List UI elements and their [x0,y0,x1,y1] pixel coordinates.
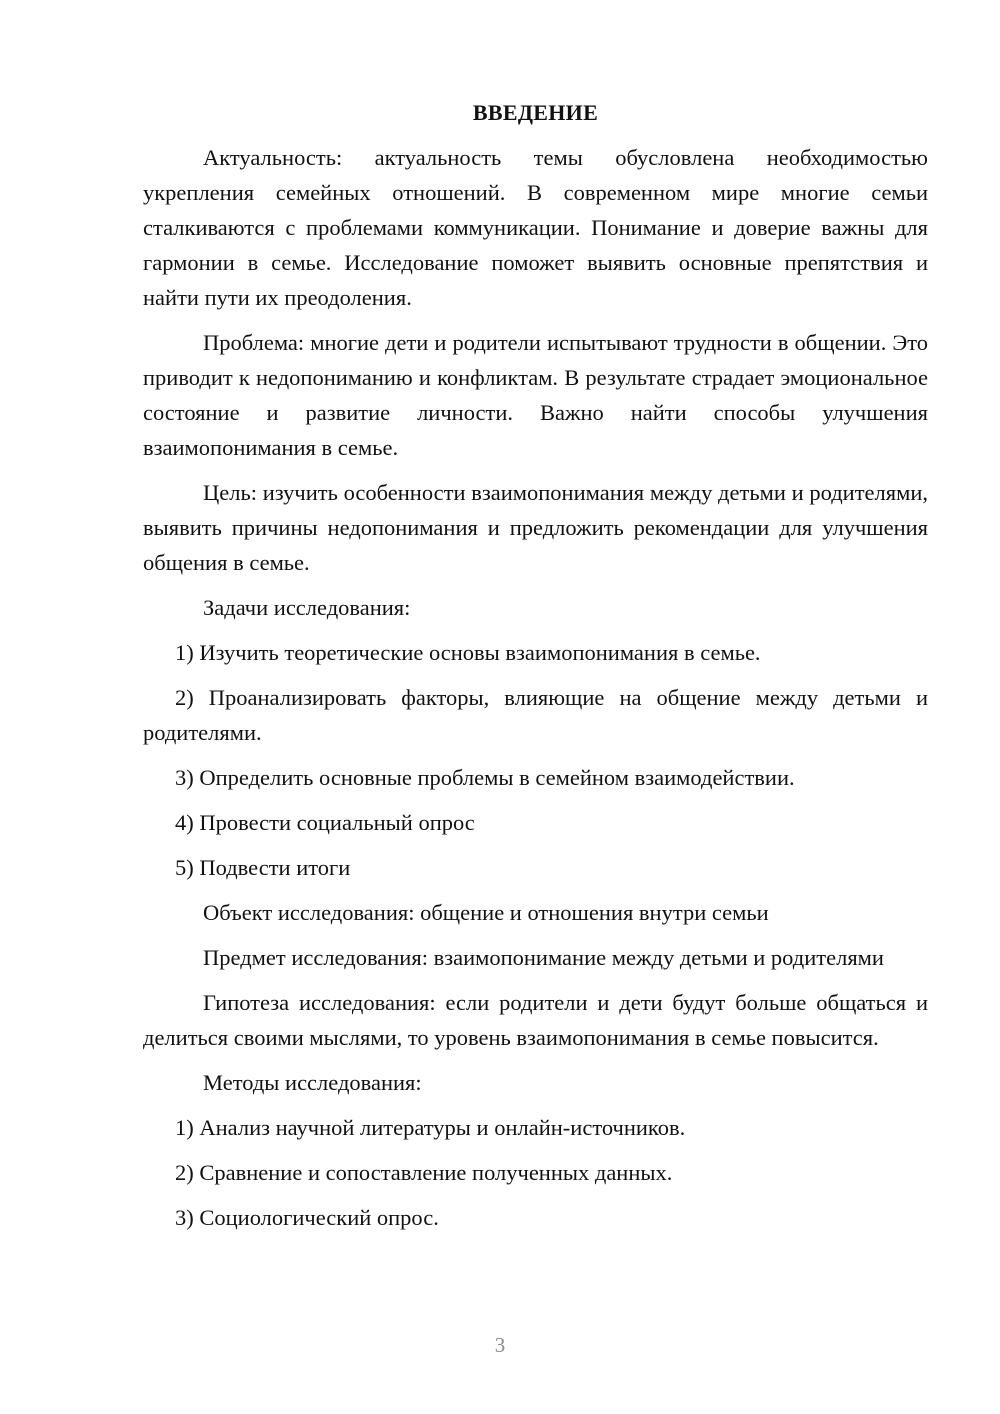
method-item-1: 1) Анализ научной литературы и онлайн-источников. [175,1115,686,1140]
object-paragraph: Объект исследования: общение и отношения внутри семьи [203,900,769,925]
problem-paragraph: Проблема: многие дети и родители испытывают трудности в общении. Это приводит к недопониманию и конфликтам. В результате страдает эмоциональное состояние и развитие личности. Важно найти способы улучшения взаимопонимания в семье. [143,330,928,460]
task-item-5: 5) Подвести итоги [175,855,351,880]
page-number: 3 [494,1333,506,1357]
goal-paragraph: Цель: изучить особенности взаимопонимания между детьми и родителями, выявить причины недопонимания и предложить рекомендации для улучшения общения в семье. [143,480,928,575]
task-item-2: 2) Проанализировать факторы, влияющие на общение между детьми и родителями. [143,685,928,745]
method-item-3: 3) Социологический опрос. [175,1205,439,1230]
subject-paragraph: Предмет исследования: взаимопонимание между детьми и родителями [203,945,884,970]
document-title: ВВЕДЕНИЕ [472,100,599,125]
methods-heading: Методы исследования: [203,1070,422,1095]
hypothesis-paragraph: Гипотеза исследования: если родители и дети будут больше общаться и делиться своими мыслями, то уровень взаимопонимания в семье повысится. [143,990,928,1050]
tasks-heading: Задачи исследования: [203,595,411,620]
relevance-paragraph: Актуальность: актуальность темы обусловлена необходимостью укрепления семейных отношений. В современном мире многие семьи сталкиваются с проблемами коммуникации. Понимание и доверие важны для гармонии в семье. Исследование поможет выявить основные препятствия и найти пути их преодоления. [143,145,928,310]
method-item-2: 2) Сравнение и сопоставление полученных данных. [175,1160,673,1185]
task-item-4: 4) Провести социальный опрос [175,810,475,835]
document-page [143,95,928,1245]
task-item-3: 3) Определить основные проблемы в семейном взаимодействии. [175,765,795,790]
task-item-1: 1) Изучить теоретические основы взаимопонимания в семье. [175,640,761,665]
